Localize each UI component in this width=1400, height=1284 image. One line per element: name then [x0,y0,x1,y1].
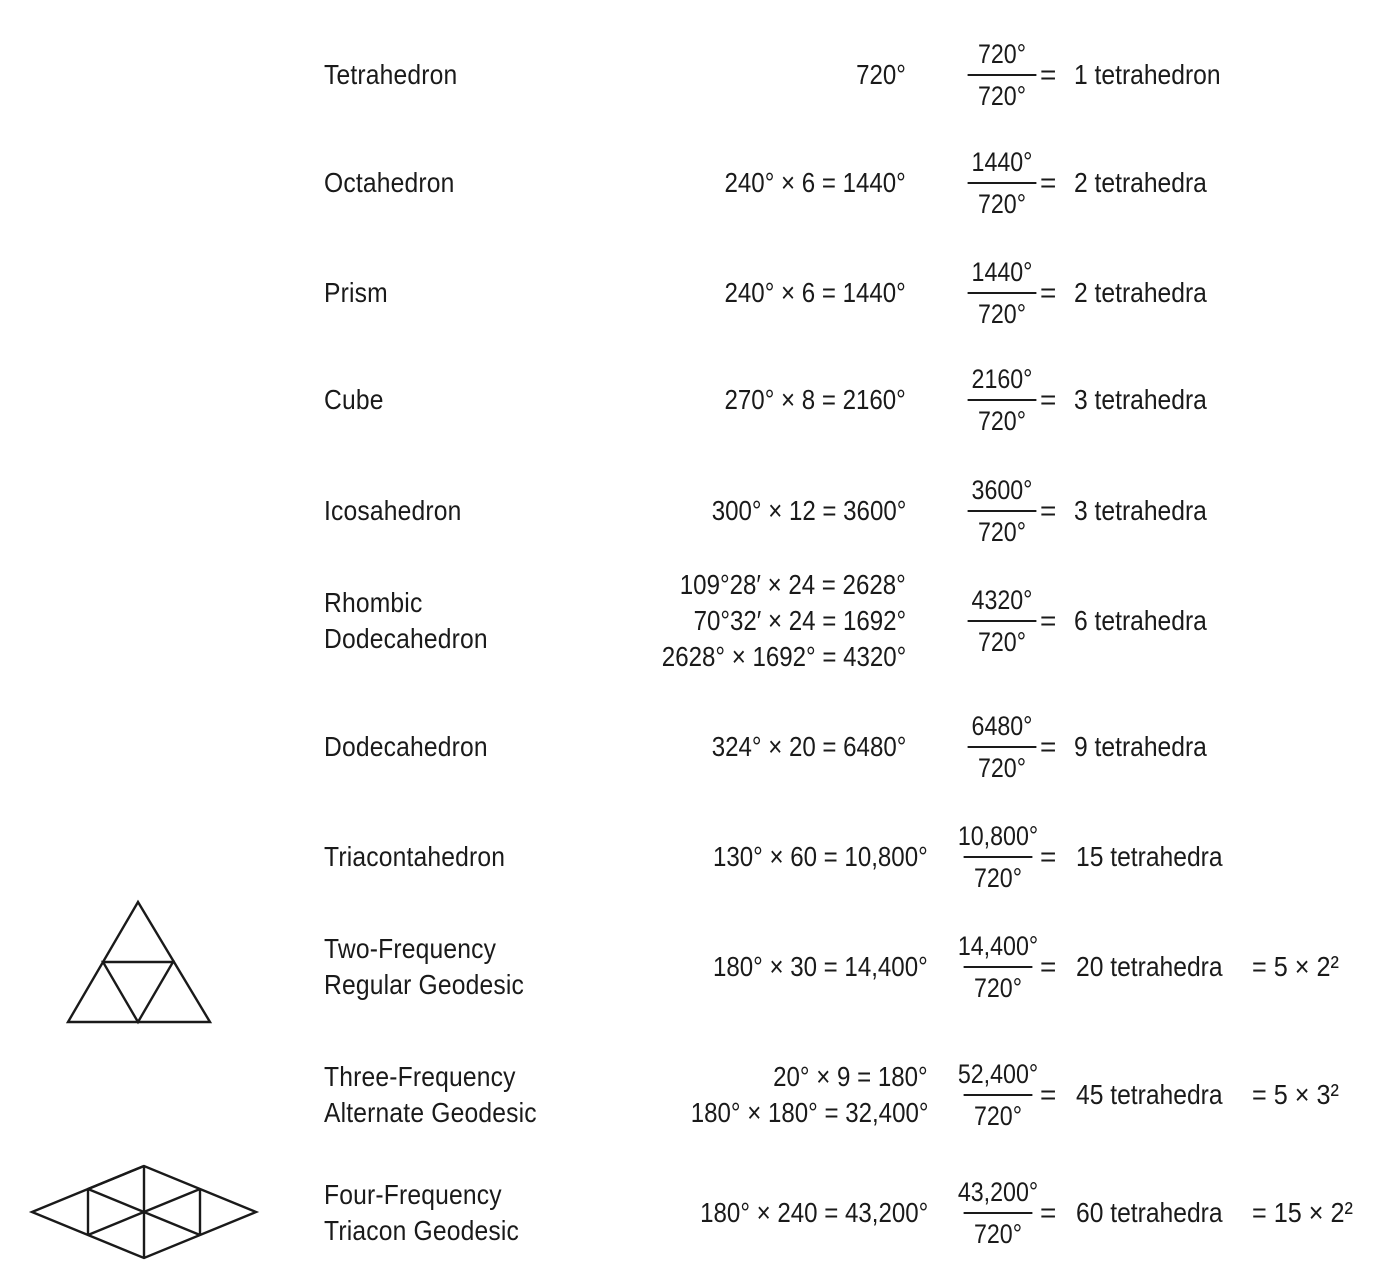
table-row [0,365,1400,435]
polyhedron-name: Icosahedron [324,495,462,526]
equals-sign: = [1040,841,1057,872]
equals-sign: = [1040,384,1057,415]
fraction [959,473,1045,549]
polyhedron-name: Two-Frequency [324,933,497,964]
fraction-numerator: 43,200° [957,1177,1039,1207]
fraction-denominator: 720° [977,189,1027,219]
fraction-bar [968,746,1037,748]
equals-sign: = [1040,605,1057,636]
fraction-numerator: 52,400° [957,1059,1039,1089]
polyhedron-name: Triacontahedron [324,841,506,872]
fraction [959,37,1045,113]
angle-calculation: 720° [856,59,906,90]
table-row [0,476,1400,546]
fraction-denominator: 720° [977,81,1027,111]
fraction [955,1057,1041,1133]
angle-calculation: 240° × 6 = 1440° [724,277,906,308]
angle-calculation: 270° × 8 = 2160° [724,384,906,415]
fraction-numerator: 1440° [971,257,1033,287]
table-row [0,258,1400,328]
equals-sign: = [1040,731,1057,762]
fraction-numerator: 1440° [971,147,1033,177]
fraction-numerator: 4320° [971,585,1033,615]
fraction-numerator: 14,400° [957,931,1039,961]
fraction [959,709,1045,785]
table-row [0,712,1400,782]
tetrahedra-result: 2 tetrahedra [1074,167,1207,198]
polyhedron-name: Four-Frequency [324,1179,502,1210]
fraction-numerator: 2160° [971,364,1033,394]
polyhedron-name: Rhombic [324,587,423,618]
polyhedron-name: Octahedron [324,167,455,198]
fraction [959,255,1045,331]
table-row [0,148,1400,218]
tetrahedra-result: 1 tetrahedron [1074,59,1221,90]
fraction [955,819,1041,895]
angle-calculation: 300° × 12 = 3600° [711,495,906,526]
angle-calculation: 70°32′ × 24 = 1692° [693,605,906,636]
four-frequency-rhombus-diagram [26,1162,264,1266]
angle-calculation: 324° × 20 = 6480° [711,731,906,762]
fraction [959,362,1045,438]
equals-sign: = [1040,167,1057,198]
power-expression: = 15 × 2² [1252,1197,1353,1228]
tetrahedra-result: 3 tetrahedra [1074,495,1207,526]
tetrahedra-result: 2 tetrahedra [1074,277,1207,308]
polyhedron-name: Cube [324,384,384,415]
equals-sign: = [1040,59,1057,90]
fraction [955,929,1041,1005]
fraction-denominator: 720° [973,1219,1023,1249]
fraction-numerator: 10,800° [957,821,1039,851]
angle-calculation: 180° × 180° = 32,400° [690,1097,928,1128]
power-expression: = 5 × 3² [1252,1079,1339,1110]
polyhedron-name: Triacon Geodesic [324,1215,520,1246]
equals-sign: = [1040,495,1057,526]
fraction-denominator: 720° [973,1101,1023,1131]
table-row [0,822,1400,892]
polyhedron-name: Three-Frequency [324,1061,516,1092]
angle-calculation: 240° × 6 = 1440° [724,167,906,198]
tetrahedra-result: 45 tetrahedra [1076,1079,1223,1110]
fraction-bar [968,292,1037,294]
power-expression: = 5 × 2² [1252,951,1339,982]
fraction-numerator: 6480° [971,711,1033,741]
fraction [959,583,1045,659]
fraction-bar [968,74,1037,76]
fraction-bar [968,620,1037,622]
table-row [0,1060,1400,1130]
fraction-denominator: 720° [977,517,1027,547]
angle-calculation: 2628° × 1692° = 4320° [661,641,906,672]
fraction-denominator: 720° [973,863,1023,893]
fraction-denominator: 720° [977,406,1027,436]
table-row [0,40,1400,110]
tetrahedra-result: 9 tetrahedra [1074,731,1207,762]
angle-calculation: 180° × 240 = 43,200° [699,1197,928,1228]
polyhedron-name: Dodecahedron [324,731,488,762]
two-frequency-triangle-diagram [62,896,216,1028]
fraction-numerator: 720° [977,39,1027,69]
fraction-denominator: 720° [977,753,1027,783]
fraction-bar [964,966,1033,968]
fraction-bar [968,182,1037,184]
equals-sign: = [1040,1079,1057,1110]
tetrahedra-result: 6 tetrahedra [1074,605,1207,636]
tetrahedra-result: 15 tetrahedra [1076,841,1223,872]
angle-calculation: 130° × 60 = 10,800° [713,841,928,872]
fraction-bar [968,399,1037,401]
tetrahedra-result: 3 tetrahedra [1074,384,1207,415]
fraction-denominator: 720° [977,627,1027,657]
fraction-bar [968,510,1037,512]
tetrahedra-result: 60 tetrahedra [1076,1197,1223,1228]
polyhedron-name: Tetrahedron [324,59,458,90]
angle-calculation: 109°28′ × 24 = 2628° [680,569,906,600]
fraction-denominator: 720° [977,299,1027,329]
fraction [955,1175,1041,1251]
fraction-bar [964,856,1033,858]
fraction-bar [964,1094,1033,1096]
polyhedron-name: Dodecahedron [324,623,488,654]
fraction-denominator: 720° [973,973,1023,1003]
equals-sign: = [1040,951,1057,982]
polyhedron-name: Prism [324,277,388,308]
polyhedron-name: Regular Geodesic [324,969,525,1000]
fraction-bar [964,1212,1033,1214]
tetrahedra-result: 20 tetrahedra [1076,951,1223,982]
fraction-numerator: 3600° [971,475,1033,505]
angle-calculation: 180° × 30 = 14,400° [713,951,928,982]
fraction [959,145,1045,221]
table-row [0,569,1400,672]
equals-sign: = [1040,277,1057,308]
angle-calculation: 20° × 9 = 180° [773,1061,928,1092]
polyhedron-name: Alternate Geodesic [324,1097,537,1128]
equals-sign: = [1040,1197,1057,1228]
